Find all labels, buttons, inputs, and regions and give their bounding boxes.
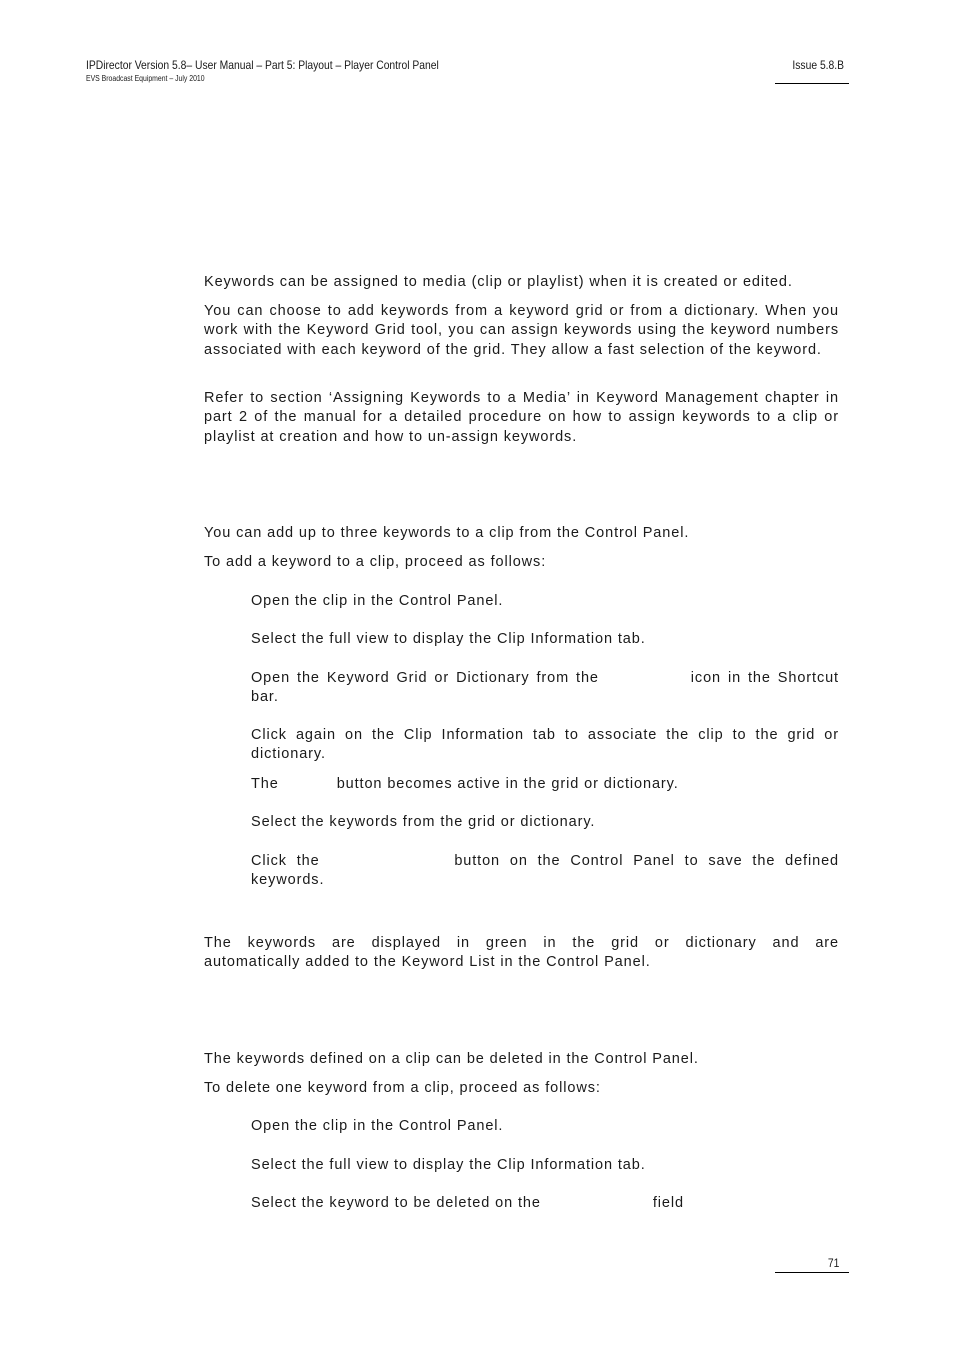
page-number: 71 <box>827 1256 839 1270</box>
add-step-5 <box>251 775 839 794</box>
delete-step-2: Select the full view to display the Clip Information tab. <box>251 1157 646 1173</box>
add-step-6: Select the keywords from the grid or dictionary. <box>251 814 596 830</box>
delete-step-3-text-a: Select the keyword to be deleted on the <box>251 1195 541 1211</box>
add-result-paragraph <box>204 934 839 973</box>
intro-paragraph-2: You can choose to add keywords from a keyword grid or from a dictionary. When you work with the Keyword Grid tool, you can assign keywords using the keyword numbers associated with each keyword of the grid. They allow a fast selection of the keyword. <box>204 303 839 358</box>
issue-label: Issue 5.8.B <box>792 58 844 72</box>
intro-paragraph-1: Keywords can be assigned to media (clip or playlist) when it is created or edited. <box>204 274 793 290</box>
footer-divider <box>775 1272 849 1273</box>
add-step-7 <box>251 852 839 890</box>
add-step-7-text-c: keywords. <box>251 872 325 888</box>
add-intro-paragraph: You can add up to three keywords to a clip from the Control Panel. <box>204 525 690 541</box>
add-step-3 <box>251 669 839 707</box>
add-procedure-intro: To add a keyword to a clip, proceed as follows: <box>204 554 547 570</box>
delete-intro-paragraph: The keywords defined on a clip can be deleted in the Control Panel. <box>204 1051 699 1067</box>
header-subtitle: EVS Broadcast Equipment – July 2010 <box>86 74 205 83</box>
delete-procedure-intro: To delete one keyword from a clip, proceed as follows: <box>204 1080 601 1096</box>
add-result-line-2: automatically added to the Keyword List in the Control Panel. <box>204 954 651 971</box>
delete-step-1: Open the clip in the Control Panel. <box>251 1118 504 1134</box>
add-step-3-text-b: icon in the Shortcut <box>690 670 839 686</box>
add-step-1: Open the clip in the Control Panel. <box>251 593 504 609</box>
add-step-7-text-b: button on the Control Panel to save the defined <box>454 853 840 869</box>
add-step-2: Select the full view to display the Clip Information tab. <box>251 631 646 647</box>
header-title: IPDirector Version 5.8– User Manual – Part 5: Playout – Player Control Panel <box>86 58 439 72</box>
add-result-line-1: The keywords are displayed in green in the grid or dictionary and are <box>204 935 839 951</box>
add-step-3-text-c: bar. <box>251 689 279 705</box>
add-step-5-text-b: button becomes active in the grid or dictionary. <box>336 776 679 792</box>
add-step-3-text-a: Open the Keyword Grid or Dictionary from the <box>251 670 599 686</box>
add-step-7-text-a: Click the <box>251 853 320 869</box>
header-divider <box>775 83 849 84</box>
delete-step-3-text-b: field <box>652 1195 684 1211</box>
add-step-5-text-a: The <box>251 776 279 792</box>
add-step-4: Click again on the Clip Information tab to associate the clip to the grid or dictionary. <box>251 727 839 762</box>
delete-step-3 <box>251 1194 839 1213</box>
intro-paragraph-3: Refer to section ‘Assigning Keywords to a Media’ in Keyword Management chapter in part 2 of the manual for a detailed procedure on how to assign keywords to a clip or playlist at creation and how to un-assign keywords. <box>204 390 839 445</box>
